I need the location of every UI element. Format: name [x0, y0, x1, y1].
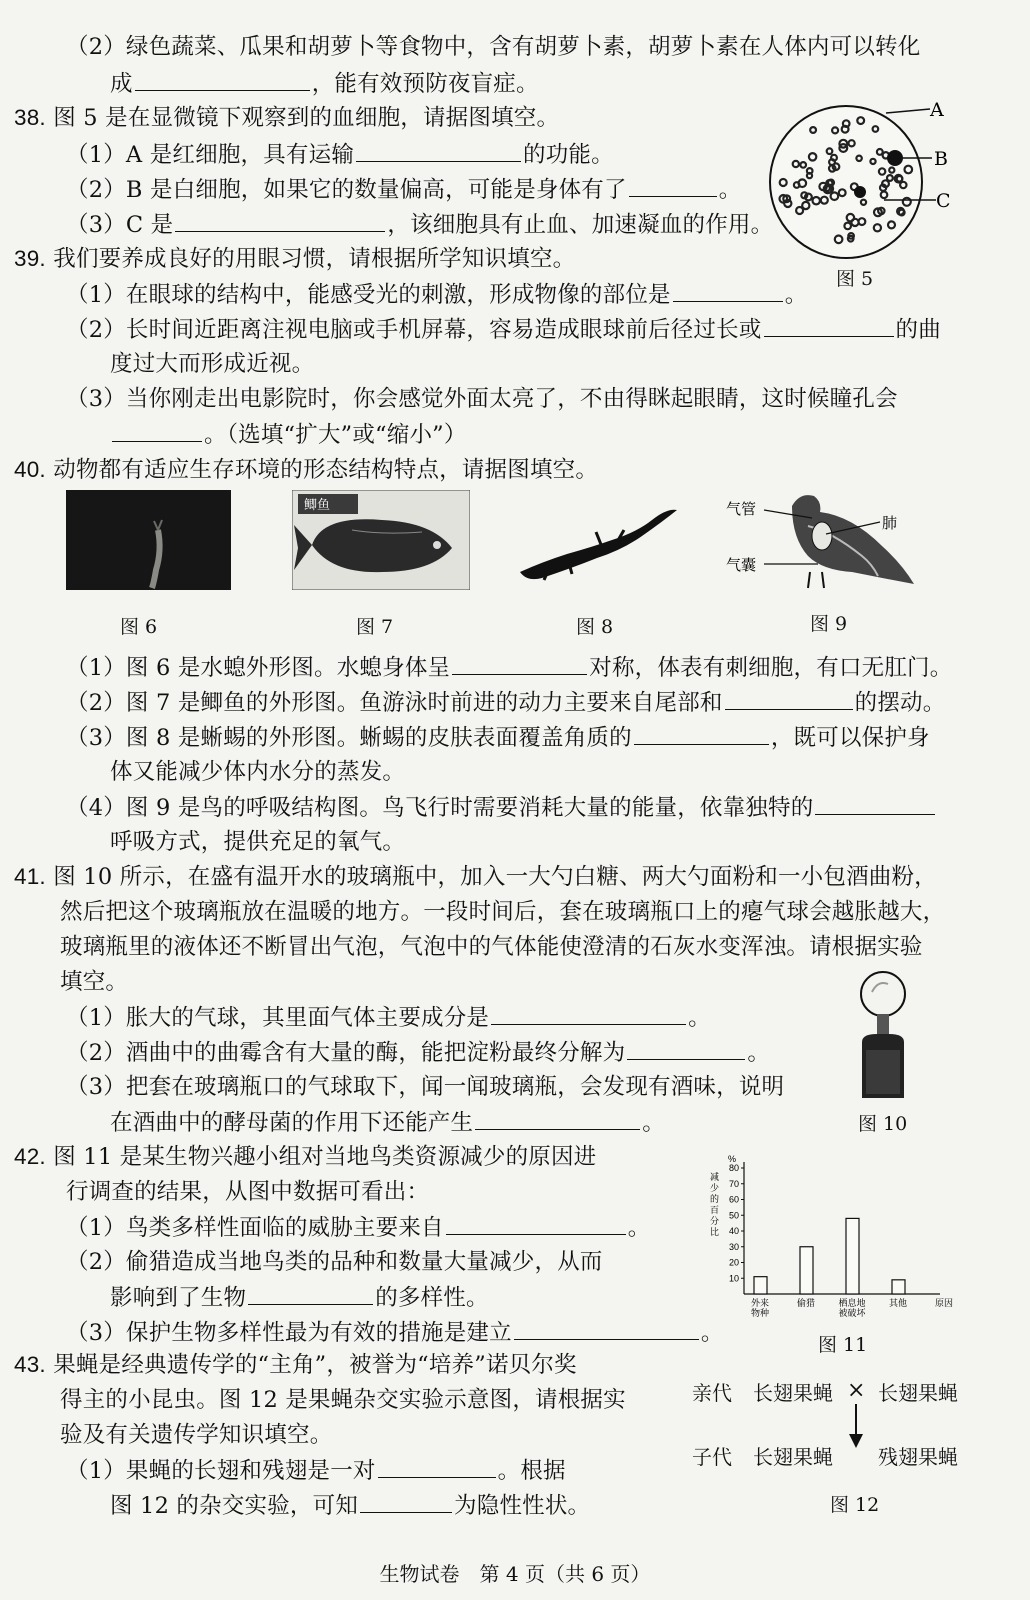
q38-stem: 38. 图 5 是在显微镜下观察到的血细胞，请据图填空。 — [14, 105, 560, 131]
q40-part3-line2: 体又能减少体内水分的蒸发。 — [110, 759, 406, 785]
q38-part2: （2）B 是白细胞，如果它的数量偏高，可能是身体有了 。 — [66, 174, 741, 205]
y-tick-label: 10 — [728, 1273, 739, 1284]
y-tick-label: 50 — [728, 1210, 739, 1221]
answer-blank[interactable] — [378, 1455, 496, 1478]
parent1-label: 长翅果蝇 — [753, 1381, 833, 1405]
q43-stem-line1: 43. 果蝇是经典遗传学的“主角”，被誉为“培养”诺贝尔奖 — [14, 1352, 577, 1378]
offspring-generation-label: 子代 — [692, 1445, 732, 1469]
y-axis-label: 减少的百分比 — [710, 1172, 720, 1237]
q41-part3-line1: （3）把套在玻璃瓶口的气球取下，闻一闻玻璃瓶，会发现有酒味，说明 — [66, 1074, 785, 1100]
cross-symbol: × — [847, 1378, 866, 1403]
answer-blank[interactable] — [514, 1317, 699, 1340]
q39-part2-line2: 度过大而形成近视。 — [110, 351, 315, 377]
q43-stem-line3: 验及有关遗传学知识填空。 — [60, 1422, 333, 1448]
trachea-label: 气管 — [726, 500, 757, 518]
parent2-label: 长翅果蝇 — [878, 1381, 958, 1405]
y-tick-label: 70 — [728, 1178, 739, 1189]
answer-blank[interactable] — [634, 722, 769, 745]
bird-decline-bar-chart — [700, 1150, 960, 1330]
air-sac-label: 气囊 — [726, 556, 757, 574]
q42-stem-line2: 行调查的结果，从图中数据可看出： — [66, 1179, 430, 1205]
answer-blank[interactable] — [764, 314, 894, 337]
lizard-image — [512, 492, 682, 588]
answer-blank[interactable] — [725, 687, 853, 710]
fig8-caption: 图 8 — [576, 616, 614, 638]
q40-part4-line1: （4）图 9 是鸟的呼吸结构图。鸟飞行时需要消耗大量的能量，依靠独特的 — [66, 792, 937, 823]
blood-cell-micrograph — [768, 100, 958, 270]
q40-part4-line2: 呼吸方式，提供充足的氧气。 — [110, 829, 406, 855]
fig6-caption: 图 6 — [120, 616, 158, 638]
q39-stem: 39. 我们要养成良好的用眼习惯，请根据所学知识填空。 — [14, 246, 576, 272]
q43-part1-line1: （1）果蝇的长翅和残翅是一对 。根据 — [66, 1455, 566, 1486]
q41-stem-line3: 玻璃瓶里的液体还不断冒出气泡，气泡中的气体能使澄清的石灰水变浑浊。请根据实验 — [60, 934, 923, 960]
answer-blank[interactable] — [446, 1212, 626, 1235]
lung-label: 肺 — [882, 514, 898, 532]
fig9-caption: 图 9 — [810, 613, 848, 635]
label-b: B — [934, 148, 948, 170]
answer-blank[interactable] — [475, 1107, 640, 1130]
label-c: C — [936, 190, 951, 212]
q39-part3-line1: （3）当你刚走出电影院时，你会感觉外面太亮了，不由得眯起眼睛，这时候瞳孔会 — [66, 386, 898, 412]
fig12-caption: 图 12 — [830, 1494, 880, 1516]
fig7-caption: 图 7 — [356, 616, 394, 638]
y-tick-label: 60 — [728, 1194, 739, 1205]
answer-blank[interactable] — [627, 1037, 745, 1060]
q41-part2: （2）酒曲中的曲霉含有大量的酶，能把淀粉最终分解为 。 — [66, 1037, 770, 1068]
y-tick-label: 80 — [728, 1163, 739, 1173]
parent-generation-label: 亲代 — [692, 1381, 732, 1405]
x-tick-label: 外来物种 — [750, 1298, 770, 1318]
answer-blank[interactable] — [491, 1002, 686, 1025]
page-footer: 生物试卷 第 4 页（共 6 页） — [379, 1562, 651, 1586]
q40-part1: （1）图 6 是水螅外形图。水螅身体呈 对称，体表有刺细胞，有口无肛门。 — [66, 652, 952, 683]
hydra-photo — [66, 490, 231, 590]
y-tick-label: 30 — [728, 1241, 739, 1252]
q41-stem-line2: 然后把这个玻璃瓶放在温暖的地方。一段时间后，套在玻璃瓶口上的瘪气球会越胀越大， — [60, 899, 946, 925]
q37-part2-line2: 成 ，能有效预防夜盲症。 — [110, 68, 539, 99]
q38-part3: （3）C 是 ，该细胞具有止血、加速凝血的作用。 — [66, 209, 773, 240]
y-tick-label: 20 — [728, 1257, 739, 1268]
answer-blank[interactable] — [360, 1490, 452, 1513]
q41-stem-line1: 41. 图 10 所示，在盛有温开水的玻璃瓶中，加入一大勺白糖、两大勺面粉和一小包酒曲粉， — [14, 864, 937, 890]
answer-blank[interactable] — [815, 792, 935, 815]
y-tick-label: 40 — [728, 1226, 739, 1236]
fig10-caption: 图 10 — [858, 1113, 908, 1135]
q41-part3-line2: 在酒曲中的酵母菌的作用下还能产生 。 — [110, 1107, 665, 1138]
bird-respiratory-diagram — [722, 486, 922, 592]
x-tick-label: 其他 — [888, 1298, 908, 1308]
bar-0 — [754, 1277, 767, 1294]
q40-stem: 40. 动物都有适应生存环境的形态结构特点，请据图填空。 — [14, 457, 599, 483]
q43-part1-line2: 图 12 的杂交实验，可知 为隐性性状。 — [110, 1490, 590, 1521]
x-axis-label: 原因 — [934, 1298, 954, 1308]
child1-label: 长翅果蝇 — [753, 1445, 833, 1469]
q41-part1: （1）胀大的气球，其里面气体主要成分是 。 — [66, 1002, 711, 1033]
q39-part2-line1: （2）长时间近距离注视电脑或手机屏幕，容易造成眼球前后径过长或 的曲 — [66, 314, 941, 345]
q42-stem-line1: 42. 图 11 是某生物兴趣小组对当地鸟类资源减少的原因进 — [14, 1144, 597, 1170]
x-tick-label: 偷猎 — [796, 1298, 816, 1308]
bar-2 — [846, 1218, 859, 1294]
balloon-bottle-figure — [852, 970, 914, 1106]
q41-stem-line4: 填空。 — [60, 969, 129, 995]
fish-name-label: 鲫鱼 — [304, 498, 331, 513]
fish-image — [292, 490, 470, 590]
answer-blank[interactable] — [356, 139, 521, 162]
label-a: A — [930, 100, 944, 121]
bar-3 — [892, 1280, 905, 1294]
answer-blank[interactable] — [629, 174, 717, 197]
y-unit-label: % — [728, 1154, 737, 1164]
q42-part1: （1）鸟类多样性面临的威胁主要来自 。 — [66, 1212, 650, 1243]
answer-blank[interactable] — [112, 419, 202, 442]
bar-1 — [800, 1247, 813, 1294]
q38-part1: （1）A 是红细胞，具有运输 的功能。 — [66, 139, 614, 170]
answer-blank[interactable] — [248, 1282, 373, 1305]
q39-part3-line2: 。（选填“扩大”或“缩小”） — [110, 419, 467, 450]
x-tick-label: 栖息地被破坏 — [838, 1298, 866, 1318]
answer-blank[interactable] — [673, 279, 783, 302]
q39-part1: （1）在眼球的结构中，能感受光的刺激，形成物像的部位是 。 — [66, 279, 807, 310]
q42-part3: （3）保护生物多样性最为有效的措施是建立 。 — [66, 1317, 724, 1348]
answer-blank[interactable] — [135, 68, 310, 91]
q42-part2-line1: （2）偷猎造成当地鸟类的品种和数量大量减少，从而 — [66, 1249, 603, 1275]
answer-blank[interactable] — [175, 209, 385, 232]
q37-part2-line1: （2）绿色蔬菜、瓜果和胡萝卜等食物中，含有胡萝卜素，胡萝卜素在人体内可以转化 — [66, 34, 921, 60]
fig11-caption: 图 11 — [818, 1334, 868, 1356]
answer-blank[interactable] — [452, 652, 587, 675]
q43-stem-line2: 得主的小昆虫。图 12 是果蝇杂交实验示意图，请根据实 — [60, 1387, 626, 1413]
fig5-caption: 图 5 — [836, 268, 874, 290]
q42-part2-line2: 影响到了生物 的多样性。 — [110, 1282, 489, 1313]
down-arrow-icon — [846, 1404, 866, 1448]
child2-label: 残翅果蝇 — [878, 1445, 958, 1469]
q40-part3-line1: （3）图 8 是蜥蜴的外形图。蜥蜴的皮肤表面覆盖角质的 ，既可以保护身 — [66, 722, 930, 753]
q40-part2: （2）图 7 是鲫鱼的外形图。鱼游泳时前进的动力主要来自尾部和 的摆动。 — [66, 687, 945, 718]
